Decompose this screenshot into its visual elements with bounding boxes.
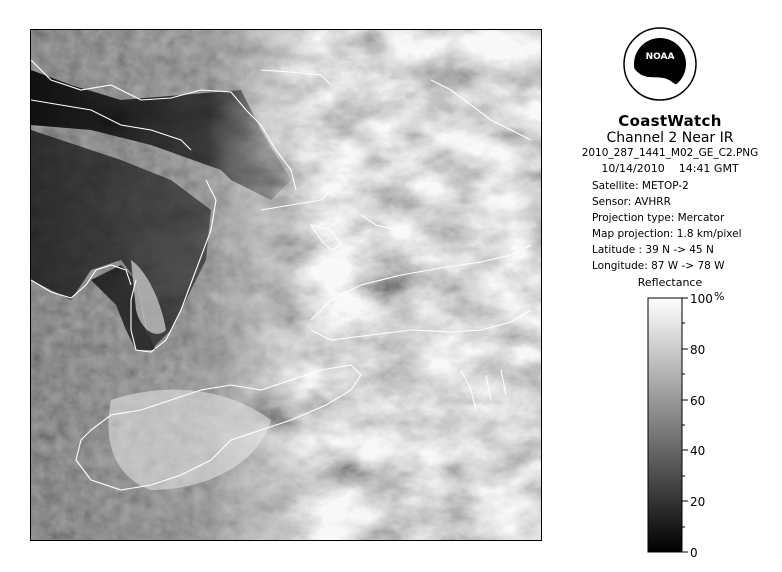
scale-tick-20: 20 — [690, 495, 706, 509]
satellite-image-map — [30, 29, 542, 541]
scale-tick-60: 60 — [690, 394, 706, 408]
scale-tick-100: 100 — [690, 292, 713, 306]
scale-tick-0: 0 — [690, 546, 698, 560]
scale-label: Reflectance — [637, 276, 703, 289]
time-value: 14:41 GMT — [678, 162, 739, 175]
map-canvas — [31, 30, 541, 540]
map-projection-info: Map projection: 1.8 km/pixel — [592, 228, 742, 240]
satellite-info: Satellite: METOP-2 — [592, 180, 689, 192]
longitude-info: Longitude: 87 W -> 78 W — [592, 260, 725, 272]
scale-tick-40: 40 — [690, 444, 706, 458]
scale-unit: % — [714, 290, 725, 303]
latitude-info: Latitude : 39 N -> 45 N — [592, 244, 714, 256]
product-title: CoastWatch — [618, 112, 722, 130]
reflectance-color-scale — [630, 290, 725, 562]
channel-label: Channel 2 Near IR — [606, 130, 734, 146]
sensor-info: Sensor: AVHRR — [592, 196, 671, 208]
file-name: 2010_287_1441_M02_GE_C2.PNG — [581, 147, 759, 159]
noaa-logo — [620, 22, 700, 112]
projection-type-info: Projection type: Mercator — [592, 212, 725, 224]
noaa-logo-text: NOAA — [645, 52, 675, 62]
date-time — [560, 162, 780, 175]
date-value: 10/14/2010 — [601, 162, 665, 175]
scale-bar — [648, 298, 682, 552]
scale-tick-80: 80 — [690, 343, 706, 357]
